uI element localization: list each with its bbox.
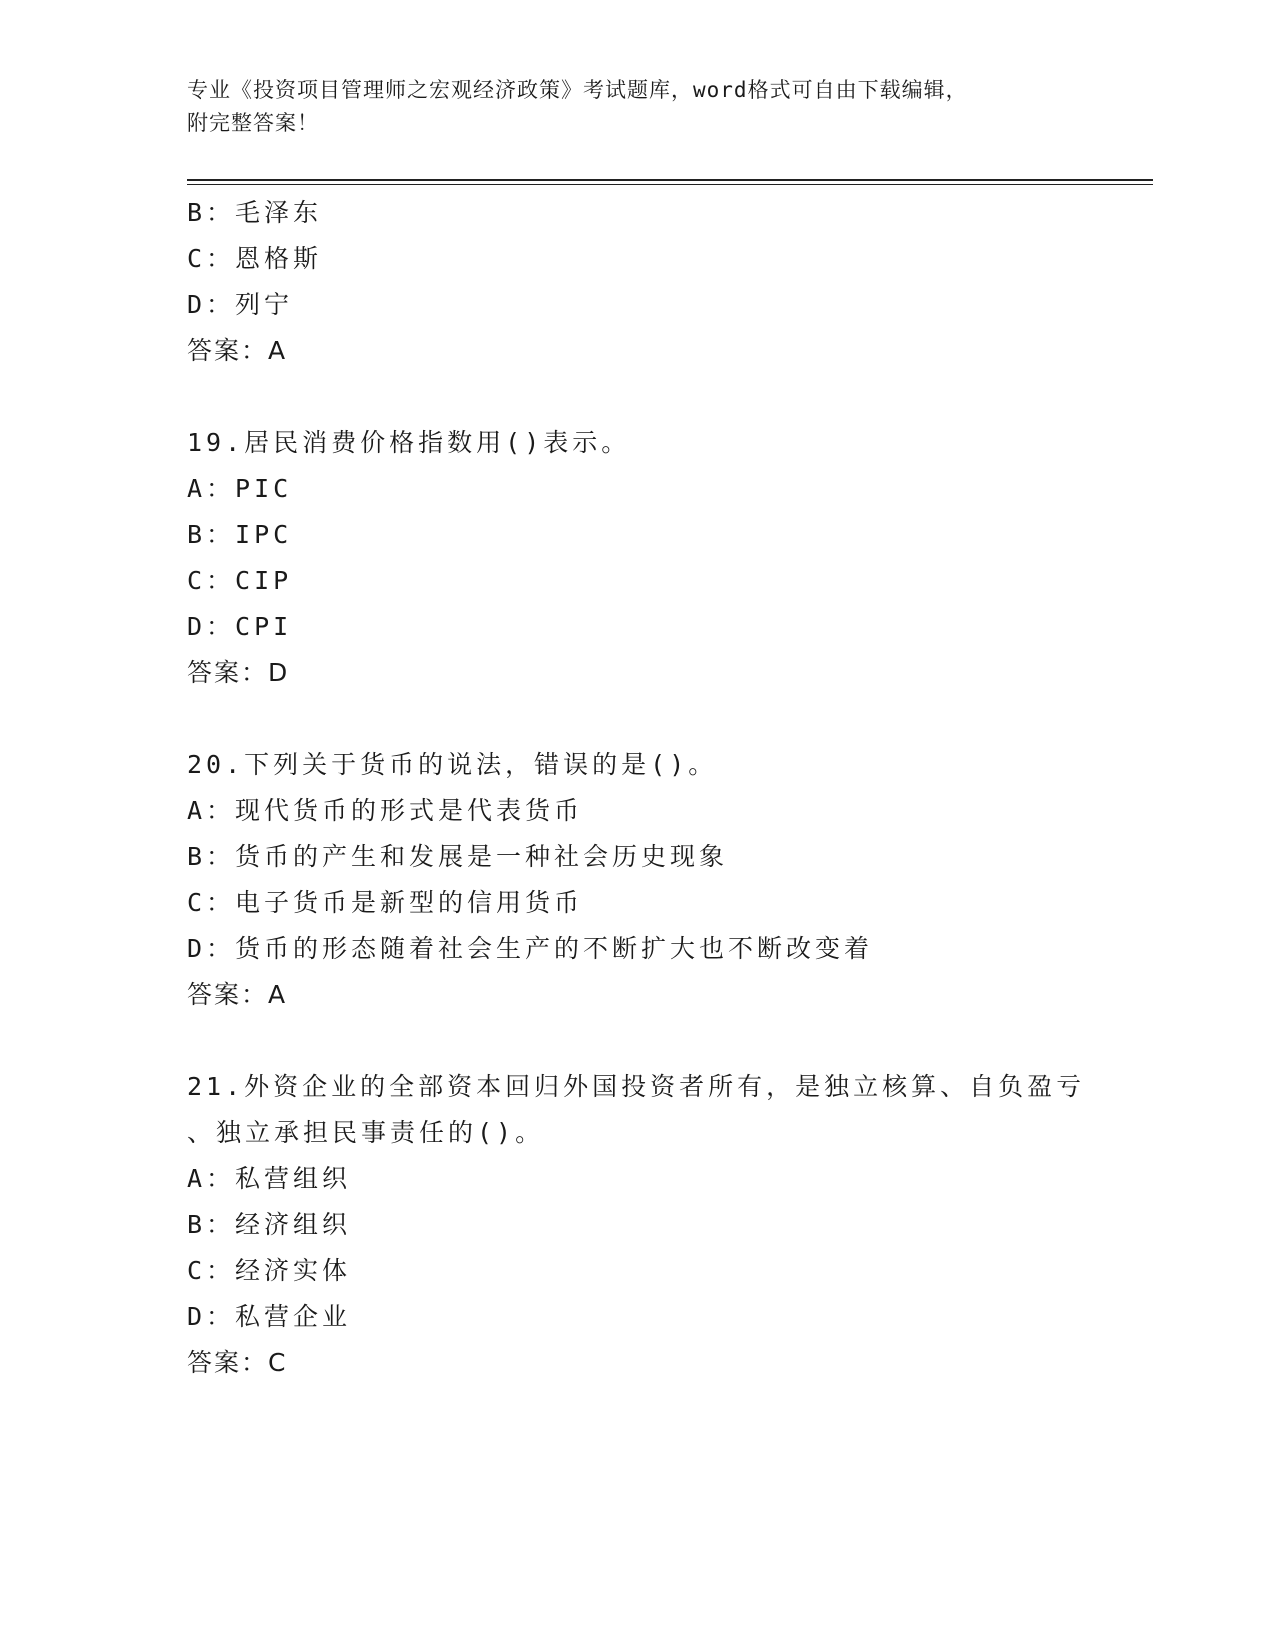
option-c: C：CIP — [187, 566, 293, 595]
option-d: D：私营企业 — [187, 1302, 352, 1331]
option-d: D：货币的形态随着社会生产的不断扩大也不断改变着 — [187, 934, 874, 963]
question-21 — [187, 1064, 1087, 1386]
header-divider-thick — [187, 179, 1153, 181]
question-stem-line-1: 21.外资企业的全部资本回归外国投资者所有，是独立核算、自负盈亏 — [187, 1072, 1086, 1101]
answer-line: 答案：A — [187, 980, 288, 1009]
question-19 — [187, 420, 1087, 696]
header-divider-thin — [187, 184, 1153, 185]
answer-line: 答案：A — [187, 336, 288, 365]
option-c: C：经济实体 — [187, 1256, 352, 1285]
header-line-2: 附完整答案！ — [187, 111, 319, 135]
option-b: B：毛泽东 — [187, 198, 323, 227]
option-a: A：私营组织 — [187, 1164, 352, 1193]
question-stem: 20.下列关于货币的说法，错误的是()。 — [187, 750, 718, 779]
option-d: D：列宁 — [187, 290, 294, 319]
header-line-1: 专业《投资项目管理师之宏观经济政策》考试题库，word格式可自由下载编辑， — [187, 78, 968, 102]
option-d: D：CPI — [187, 612, 293, 641]
question-stem-line-2: 、独立承担民事责任的()。 — [187, 1118, 545, 1147]
option-b: B：货币的产生和发展是一种社会历史现象 — [187, 842, 729, 871]
question-18-continued — [187, 190, 1087, 374]
option-b: B：IPC — [187, 520, 293, 549]
document-header — [187, 74, 1087, 140]
option-a: A：现代货币的形式是代表货币 — [187, 796, 584, 825]
option-b: B：经济组织 — [187, 1210, 352, 1239]
option-c: C：恩格斯 — [187, 244, 323, 273]
answer-line: 答案：C — [187, 1348, 288, 1377]
option-c: C：电子货币是新型的信用货币 — [187, 888, 584, 917]
question-list — [187, 190, 1087, 1386]
option-a: A：PIC — [187, 474, 293, 503]
question-stem: 19.居民消费价格指数用()表示。 — [187, 428, 631, 457]
question-20 — [187, 742, 1087, 1018]
answer-line: 答案：D — [187, 658, 290, 687]
